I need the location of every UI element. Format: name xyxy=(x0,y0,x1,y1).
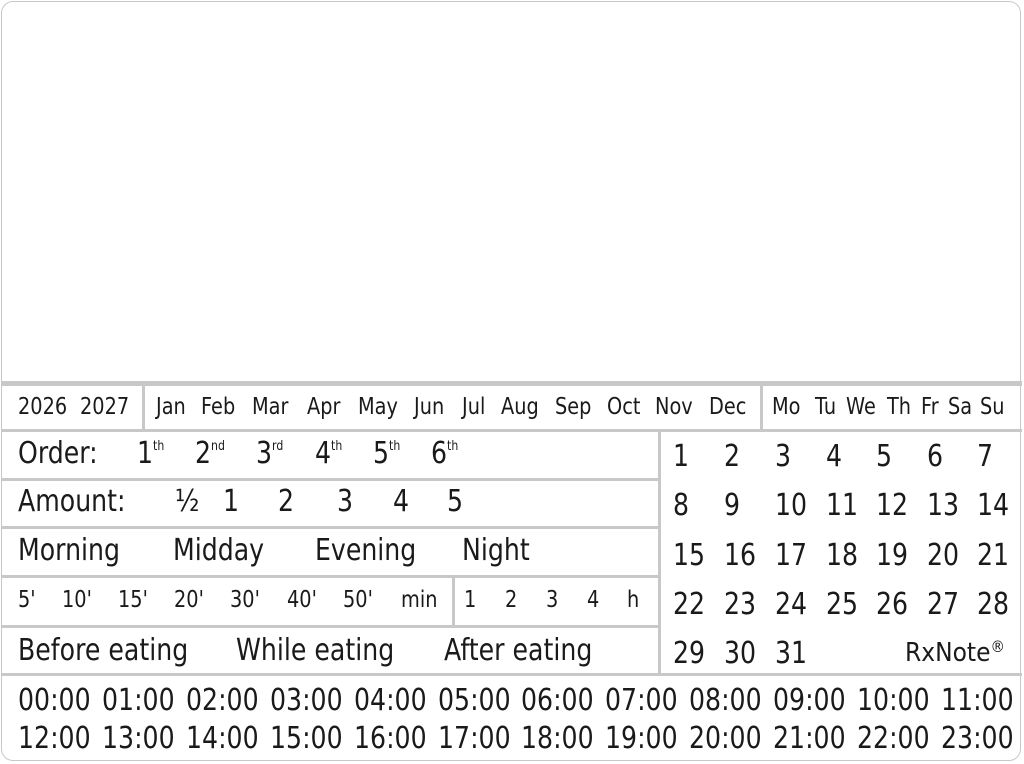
panel-top-border xyxy=(2,381,1022,386)
minute-option[interactable]: 5' xyxy=(18,587,36,613)
minute-option[interactable]: 20' xyxy=(174,587,204,613)
while-eating-option[interactable]: While eating xyxy=(236,633,395,668)
time-option[interactable]: 02:00 xyxy=(185,683,259,718)
before-eating-option[interactable]: Before eating xyxy=(18,633,189,668)
weekday-option[interactable]: Tu xyxy=(815,394,837,420)
morning-option[interactable]: Morning xyxy=(18,533,121,568)
day-option[interactable]: 1 xyxy=(673,439,690,474)
day-option[interactable]: 3 xyxy=(775,439,792,474)
amount-option[interactable]: 4 xyxy=(393,484,410,519)
day-option[interactable]: 13 xyxy=(927,488,960,523)
time-option[interactable]: 23:00 xyxy=(940,721,1014,756)
day-option[interactable]: 4 xyxy=(826,439,843,474)
day-option[interactable]: 10 xyxy=(775,488,808,523)
day-option[interactable]: 5 xyxy=(876,439,893,474)
day-option[interactable]: 12 xyxy=(876,488,909,523)
month-option[interactable]: Nov xyxy=(655,394,693,420)
day-option[interactable]: 26 xyxy=(876,587,909,622)
day-option[interactable]: 11 xyxy=(826,488,859,523)
time-option[interactable]: 20:00 xyxy=(689,721,762,756)
amount-option[interactable]: 2 xyxy=(278,484,295,519)
time-option[interactable]: 09:00 xyxy=(773,683,846,718)
divider xyxy=(2,526,660,529)
amount-option[interactable]: 3 xyxy=(337,484,354,519)
day-option[interactable]: 24 xyxy=(775,587,808,622)
hour-unit: h xyxy=(627,587,640,613)
hour-option[interactable]: 2 xyxy=(505,587,518,613)
day-option[interactable]: 18 xyxy=(826,538,859,573)
time-option[interactable]: 11:00 xyxy=(940,683,1014,718)
month-option[interactable]: Oct xyxy=(607,394,641,420)
weekday-option[interactable]: Th xyxy=(887,394,912,420)
day-option[interactable]: 7 xyxy=(977,439,994,474)
hour-option[interactable]: 3 xyxy=(546,587,559,613)
day-option[interactable]: 28 xyxy=(977,587,1010,622)
day-option[interactable]: 19 xyxy=(876,538,909,573)
amount-option[interactable]: 5 xyxy=(447,484,464,519)
month-option[interactable]: Dec xyxy=(709,394,747,420)
hour-option[interactable]: 4 xyxy=(587,587,600,613)
time-option[interactable]: 16:00 xyxy=(353,721,427,756)
order-option[interactable]: 6th xyxy=(431,436,459,471)
order-option[interactable]: 3rd xyxy=(256,436,284,471)
divider xyxy=(2,575,660,578)
weekday-option[interactable]: Fr xyxy=(921,394,939,420)
month-option[interactable]: Jul xyxy=(462,394,486,420)
minute-option[interactable]: 40' xyxy=(287,587,317,613)
day-option[interactable]: 30 xyxy=(724,636,757,671)
day-option[interactable]: 8 xyxy=(673,488,690,523)
day-option[interactable]: 31 xyxy=(775,636,808,671)
divider xyxy=(2,429,1022,432)
time-option[interactable]: 06:00 xyxy=(521,683,595,718)
time-option[interactable]: 14:00 xyxy=(185,721,259,756)
month-option[interactable]: Jun xyxy=(414,394,445,420)
day-option[interactable]: 14 xyxy=(977,488,1010,523)
day-option[interactable]: 15 xyxy=(673,538,706,573)
month-option[interactable]: Mar xyxy=(252,394,289,420)
minute-option[interactable]: 30' xyxy=(230,587,260,613)
time-option[interactable]: 03:00 xyxy=(269,683,343,718)
time-option[interactable]: 01:00 xyxy=(101,683,175,718)
month-option[interactable]: Apr xyxy=(307,394,341,420)
night-option[interactable]: Night xyxy=(462,533,530,568)
divider xyxy=(658,429,661,673)
day-option[interactable]: 22 xyxy=(673,587,706,622)
day-option[interactable]: 9 xyxy=(724,488,741,523)
month-option[interactable]: May xyxy=(358,394,398,420)
divider xyxy=(2,478,660,481)
day-option[interactable]: 16 xyxy=(724,538,757,573)
year-option[interactable]: 2026 xyxy=(18,394,68,420)
day-option[interactable]: 27 xyxy=(927,587,960,622)
minute-option[interactable]: 10' xyxy=(62,587,92,613)
time-option[interactable]: 04:00 xyxy=(353,683,427,718)
time-option[interactable]: 05:00 xyxy=(437,683,511,718)
time-option[interactable]: 13:00 xyxy=(101,721,175,756)
divider xyxy=(2,673,1022,676)
divider xyxy=(142,386,145,429)
month-option[interactable]: Feb xyxy=(201,394,236,420)
day-option[interactable]: 25 xyxy=(826,587,859,622)
divider xyxy=(452,575,455,625)
amount-option[interactable]: ½ xyxy=(175,484,200,519)
time-option[interactable]: 15:00 xyxy=(269,721,343,756)
time-option[interactable]: 08:00 xyxy=(689,683,762,718)
divider xyxy=(760,386,763,429)
amount-option[interactable]: 1 xyxy=(223,484,240,519)
time-option[interactable]: 12:00 xyxy=(18,721,91,756)
time-option[interactable]: 22:00 xyxy=(857,721,930,756)
time-option[interactable]: 10:00 xyxy=(857,683,930,718)
day-option[interactable]: 20 xyxy=(927,538,960,573)
month-option[interactable]: Jan xyxy=(156,394,186,420)
time-option[interactable]: 18:00 xyxy=(521,721,595,756)
month-option[interactable]: Sep xyxy=(555,394,592,420)
weekday-option[interactable]: Su xyxy=(980,394,1005,420)
order-option[interactable]: 2nd xyxy=(195,436,225,471)
order-option[interactable]: 1th xyxy=(137,436,165,471)
order-option[interactable]: 4th xyxy=(315,436,343,471)
year-option[interactable]: 2027 xyxy=(80,394,130,420)
day-option[interactable]: 6 xyxy=(927,439,944,474)
time-option[interactable]: 00:00 xyxy=(18,683,91,718)
month-option[interactable]: Aug xyxy=(501,394,539,420)
evening-option[interactable]: Evening xyxy=(315,533,417,568)
after-eating-option[interactable]: After eating xyxy=(444,633,593,668)
time-option[interactable]: 07:00 xyxy=(605,683,678,718)
weekday-option[interactable]: We xyxy=(846,394,876,420)
midday-option[interactable]: Midday xyxy=(173,533,265,568)
day-option[interactable]: 17 xyxy=(775,538,808,573)
day-option[interactable]: 2 xyxy=(724,439,741,474)
time-option[interactable]: 21:00 xyxy=(773,721,846,756)
hour-option[interactable]: 1 xyxy=(464,587,477,613)
weekday-option[interactable]: Mo xyxy=(772,394,801,420)
divider xyxy=(2,625,660,628)
minute-option[interactable]: 50' xyxy=(343,587,373,613)
order-label: Order: xyxy=(18,436,98,471)
time-option[interactable]: 17:00 xyxy=(437,721,511,756)
brand-logo: RxNote® xyxy=(905,637,1005,668)
notes-area[interactable] xyxy=(2,2,1020,383)
amount-label: Amount: xyxy=(18,484,126,519)
day-option[interactable]: 21 xyxy=(977,538,1010,573)
minute-option[interactable]: 15' xyxy=(118,587,148,613)
order-option[interactable]: 5th xyxy=(373,436,401,471)
minute-unit: min xyxy=(401,587,438,613)
day-option[interactable]: 29 xyxy=(673,636,706,671)
day-option[interactable]: 23 xyxy=(724,587,757,622)
time-option[interactable]: 19:00 xyxy=(605,721,678,756)
weekday-option[interactable]: Sa xyxy=(948,394,973,420)
